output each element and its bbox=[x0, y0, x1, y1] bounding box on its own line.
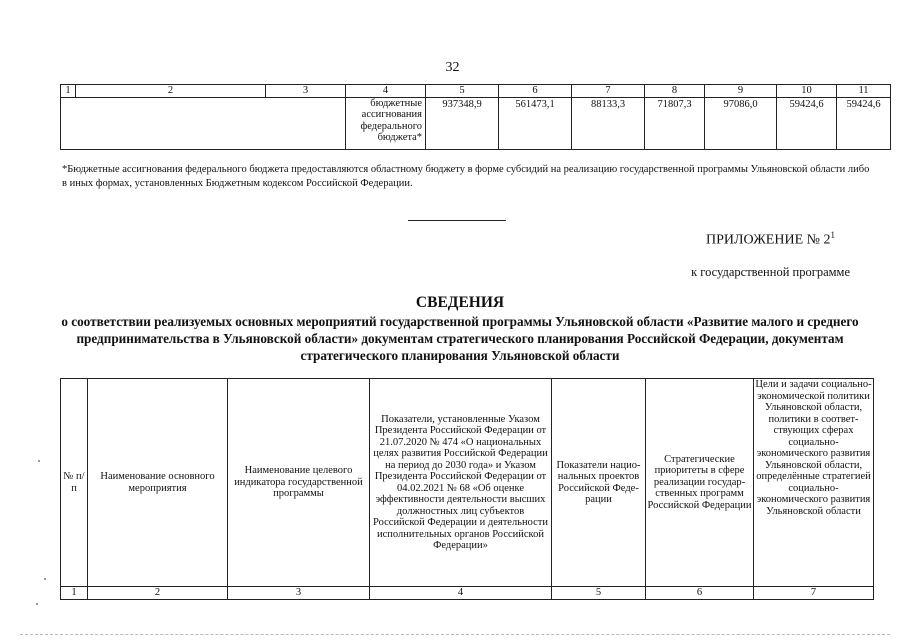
scan-speck bbox=[38, 460, 40, 462]
col-header: 3 bbox=[266, 85, 346, 98]
col-header: 2 bbox=[76, 85, 266, 98]
document-title: СВЕДЕНИЯ bbox=[415, 294, 505, 311]
appendix-title-text: ПРИЛОЖЕНИЕ № 2 bbox=[706, 232, 831, 248]
header-number: № п/п bbox=[61, 379, 88, 587]
value-cell: 97086,0 bbox=[705, 97, 777, 149]
col-header: 4 bbox=[346, 85, 426, 98]
column-number: 5 bbox=[552, 587, 646, 600]
value-cell: 59424,6 bbox=[837, 97, 891, 149]
value-cell: 88133,3 bbox=[572, 97, 645, 149]
column-number: 2 bbox=[88, 587, 228, 600]
column-number: 7 bbox=[754, 587, 874, 600]
header-indicator: Наименование целевого индикатора государственной программы bbox=[228, 379, 370, 587]
conformity-header-row bbox=[61, 379, 874, 587]
appendix-superscript: 1 bbox=[830, 230, 835, 240]
appendix-title bbox=[600, 230, 835, 249]
scan-artifact-line bbox=[20, 634, 890, 635]
col-header: 8 bbox=[645, 85, 705, 98]
value-cell: 561473,1 bbox=[499, 97, 572, 149]
header-regional-goals: Цели и задачи социально-экономической политики Ульяновской области, политики в соответствующих сферах социально-экономического развития Ульяновской области, определённые стратегией социально-экономического развития Ульяновской области bbox=[754, 379, 874, 587]
value-cell: 937348,9 bbox=[426, 97, 499, 149]
conformity-number-row bbox=[61, 587, 874, 600]
col-header: 5 bbox=[426, 85, 499, 98]
column-number: 6 bbox=[646, 587, 754, 600]
footnote: *Бюджетные ассигнования федерального бюджета предоставляются областному бюджету в форме субсидий на реализацию государственной программы Ульяновской области либо в иных формах, установленных Бюджетным кодексом Российской Федерации. bbox=[62, 164, 870, 189]
header-strategic-priorities: Стратегические приоритеты в сфере реализации государственных программ Российской Федерации bbox=[646, 379, 754, 587]
separator-line bbox=[408, 220, 506, 221]
value-cell: 59424,6 bbox=[777, 97, 837, 149]
header-national-projects: Показатели национальных проектов Российской Федерации bbox=[552, 379, 646, 587]
budget-table-row bbox=[61, 97, 891, 149]
page-number: 32 bbox=[445, 60, 460, 75]
budget-table-header-row bbox=[61, 85, 891, 98]
budget-table bbox=[60, 84, 891, 150]
col-header: 10 bbox=[777, 85, 837, 98]
column-number: 4 bbox=[370, 587, 552, 600]
value-cell: 71807,3 bbox=[645, 97, 705, 149]
col-header: 6 bbox=[499, 85, 572, 98]
scan-speck bbox=[36, 603, 38, 605]
col-header: 7 bbox=[572, 85, 645, 98]
header-activity: Наименование основного мероприятия bbox=[88, 379, 228, 587]
scan-speck bbox=[44, 578, 46, 580]
document-subtitle: о соответствии реализуемых основных мероприятий государственной программы Ульяновской области «Развитие малого и среднего предпринимательства в Ульяновской области» документам стратегического планирования Российской Федерации, документам стратегического планирования Ульяновской области bbox=[61, 314, 859, 363]
col-header: 11 bbox=[837, 85, 891, 98]
row-label: бюджетные ассигнования федерального бюджета* bbox=[346, 97, 426, 149]
column-number: 3 bbox=[228, 587, 370, 600]
col-header: 9 bbox=[705, 85, 777, 98]
empty-cell bbox=[61, 97, 346, 149]
conformity-table bbox=[60, 378, 874, 600]
column-number: 1 bbox=[61, 587, 88, 600]
header-decree-indicators: Показатели, установленные Указом Президента Российской Федерации от 21.07.2020 № 474 «О национальных целях развития Российской Федерации на период до 2030 года» и Указом Президента Российской Федерации от 04.02.2021 № 68 «Об оценке эффективности деятельности высших должностных лиц субъектов Российской Федерации и деятельности исполнительных органов Российской Федерации» bbox=[370, 379, 552, 587]
col-header: 1 bbox=[61, 85, 76, 98]
appendix-subtitle: к государственной программе bbox=[691, 265, 850, 279]
